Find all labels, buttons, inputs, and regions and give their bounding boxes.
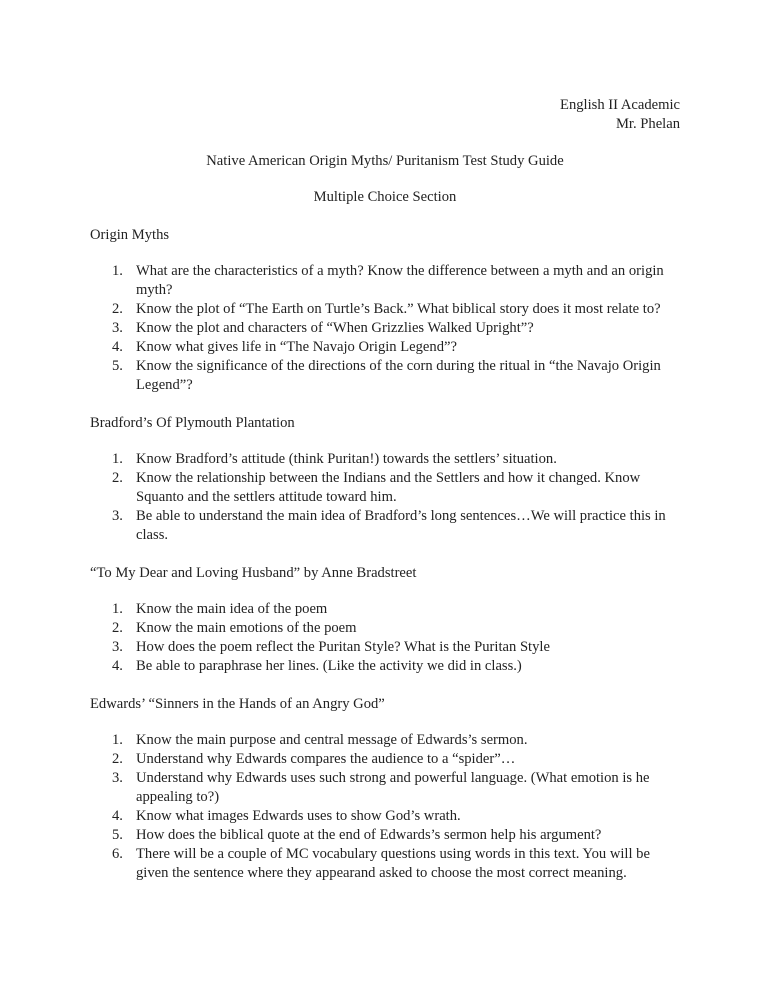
item-text: Understand why Edwards compares the audience to a “spider”… bbox=[136, 751, 516, 767]
document-page bbox=[90, 96, 680, 883]
item-text: What are the characteristics of a myth? Know the difference between a myth and an origin myth? bbox=[136, 263, 664, 298]
list-item bbox=[90, 319, 680, 338]
item-number: 4. bbox=[112, 808, 123, 824]
item-number: 6. bbox=[112, 846, 123, 862]
sections bbox=[90, 226, 680, 883]
item-number: 3. bbox=[112, 320, 123, 336]
item-text: Be able to understand the main idea of Bradford’s long sentences…We will practice this in class. bbox=[136, 508, 666, 543]
item-number: 5. bbox=[112, 358, 123, 374]
item-number: 1. bbox=[112, 451, 123, 467]
item-text: Know the significance of the directions of the corn during the ritual in “the Navajo Origin Legend”? bbox=[136, 358, 661, 393]
item-text: Know what images Edwards uses to show God’s wrath. bbox=[136, 808, 461, 824]
list-item bbox=[90, 338, 680, 357]
list-item bbox=[90, 469, 680, 507]
question-list bbox=[90, 450, 680, 545]
item-text: Know the main purpose and central message of Edwards’s sermon. bbox=[136, 732, 528, 748]
item-text: Know Bradford’s attitude (think Puritan!) towards the settlers’ situation. bbox=[136, 451, 557, 467]
item-number: 1. bbox=[112, 263, 123, 279]
item-number: 3. bbox=[112, 770, 123, 786]
list-item bbox=[90, 750, 680, 769]
list-item bbox=[90, 357, 680, 395]
item-text: Know the main idea of the poem bbox=[136, 601, 328, 617]
item-text: Know the relationship between the Indians and the Settlers and how it changed. Know Squanto and the settlers attitude toward him. bbox=[136, 470, 641, 505]
item-number: 2. bbox=[112, 301, 123, 317]
question-list bbox=[90, 731, 680, 883]
list-item bbox=[90, 507, 680, 545]
list-item bbox=[90, 450, 680, 469]
item-text: Be able to paraphrase her lines. (Like the activity we did in class.) bbox=[136, 658, 522, 674]
item-number: 2. bbox=[112, 751, 123, 767]
list-item bbox=[90, 300, 680, 319]
item-text: Know the plot of “The Earth on Turtle’s Back.” What biblical story does it most relate to? bbox=[136, 301, 661, 317]
teacher-name: Mr. Phelan bbox=[615, 116, 680, 132]
item-number: 4. bbox=[112, 339, 123, 355]
document-subtitle: Multiple Choice Section bbox=[313, 189, 457, 205]
item-text: How does the biblical quote at the end of Edwards’s sermon help his argument? bbox=[136, 827, 602, 843]
item-number: 2. bbox=[112, 470, 123, 486]
list-item bbox=[90, 262, 680, 300]
list-item bbox=[90, 769, 680, 807]
item-text: Know the plot and characters of “When Grizzlies Walked Upright”? bbox=[136, 320, 534, 336]
question-list bbox=[90, 262, 680, 395]
item-number: 3. bbox=[112, 508, 123, 524]
list-item bbox=[90, 600, 680, 619]
item-text: There will be a couple of MC vocabulary questions using words in this text. You will be given the sentence where they appearand asked to choose the most correct meaning. bbox=[136, 846, 650, 881]
document-title: Native American Origin Myths/ Puritanism Test Study Guide bbox=[206, 153, 564, 169]
section-heading: Edwards’ “Sinners in the Hands of an Angry God” bbox=[90, 696, 385, 712]
item-text: Know what gives life in “The Navajo Origin Legend”? bbox=[136, 339, 457, 355]
item-text: Know the main emotions of the poem bbox=[136, 620, 357, 636]
list-item bbox=[90, 807, 680, 826]
item-number: 1. bbox=[112, 601, 123, 617]
list-item bbox=[90, 826, 680, 845]
item-number: 2. bbox=[112, 620, 123, 636]
list-item bbox=[90, 657, 680, 676]
section-heading: Origin Myths bbox=[90, 227, 170, 243]
item-number: 3. bbox=[112, 639, 123, 655]
question-list bbox=[90, 600, 680, 676]
section-heading: “To My Dear and Loving Husband” by Anne Bradstreet bbox=[90, 565, 417, 581]
item-number: 1. bbox=[112, 732, 123, 748]
item-text: Understand why Edwards uses such strong and powerful language. (What emotion is he appealing to?) bbox=[136, 770, 650, 805]
section-heading: Bradford’s Of Plymouth Plantation bbox=[90, 415, 295, 431]
item-number: 4. bbox=[112, 658, 123, 674]
course-name: English II Academic bbox=[560, 97, 680, 113]
list-item bbox=[90, 638, 680, 657]
list-item bbox=[90, 619, 680, 638]
list-item bbox=[90, 731, 680, 750]
list-item bbox=[90, 845, 680, 883]
item-number: 5. bbox=[112, 827, 123, 843]
item-text: How does the poem reflect the Puritan Style? What is the Puritan Style bbox=[136, 639, 550, 655]
